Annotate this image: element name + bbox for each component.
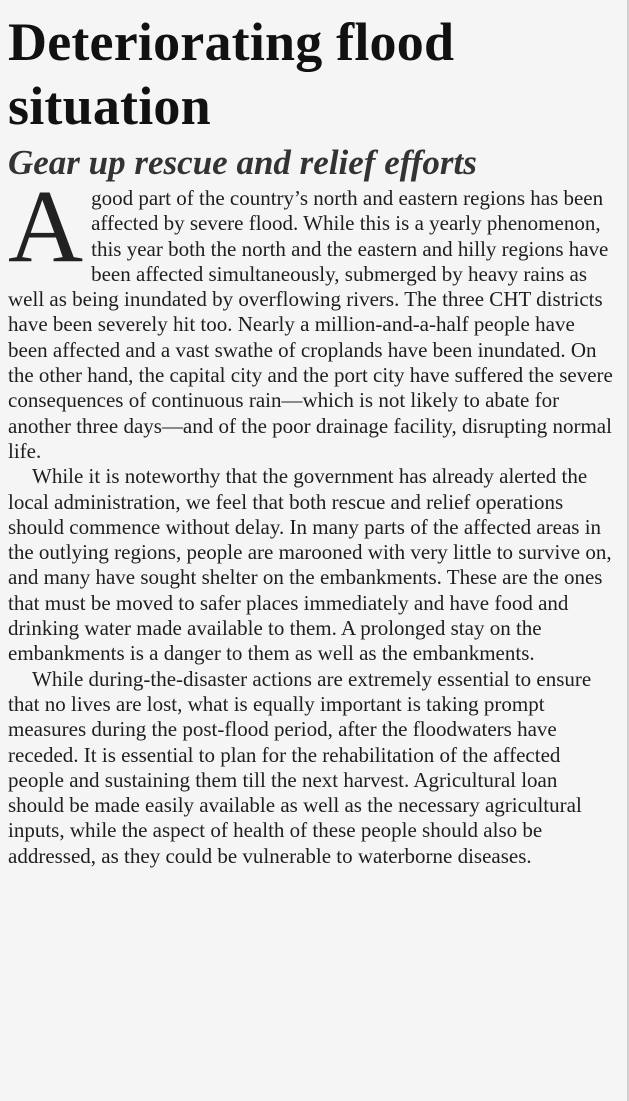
- paragraph-1: [8, 169, 614, 464]
- drop-cap: A: [8, 169, 84, 284]
- paragraph-2: While it is noteworthy that the government has already alerted the local administration, we feel that both rescue and relief operations should commence without delay. In many parts of the affected areas in the outlying regions, people are marooned with very little to survive on, and many have sought shelter on the embankments. These are the ones that must be moved to safer places immediately and have food and drinking water made available to them. A prolonged stay on the embankments is a danger to them as well as the embankments.: [8, 464, 612, 666]
- subheadline: Gear up rescue and relief efforts: [8, 143, 477, 182]
- paragraph-3: While during-the-disaster actions are extremely essential to ensure that no lives are lost, what is equally important is taking prompt measures during the post-flood period, after the floodwaters have receded. It is essential to plan for the rehabilitation of the affected people and sustaining them till the next harvest. Agricultural loan should be made easily available as well as the necessary agricultural inputs, while the aspect of health of these people should also be addressed, as they could be vulnerable to waterborne diseases.: [8, 666, 592, 868]
- headline: Deteriorating flood situation: [8, 12, 455, 136]
- paragraph-1-text: good part of the country’s north and eastern regions has been affected by severe flood. While this is a yearly phenomenon, this year both the north and the eastern and hilly regions have been affected simultaneously, submerged by heavy rains as well as being inundated by overflowing rivers. The three CHT districts have been severely hit too. Nearly a million-and-a-half people have been affected and a vast swathe of croplands have been inundated. On the other hand, the capital city and the port city have suffered the severe consequences of continuous rain—which is not likely to abate for another three days—and of the poor drainage facility, disrupting normal life.: [8, 186, 613, 463]
- editorial-article: [8, 0, 614, 869]
- article-body: [8, 169, 614, 869]
